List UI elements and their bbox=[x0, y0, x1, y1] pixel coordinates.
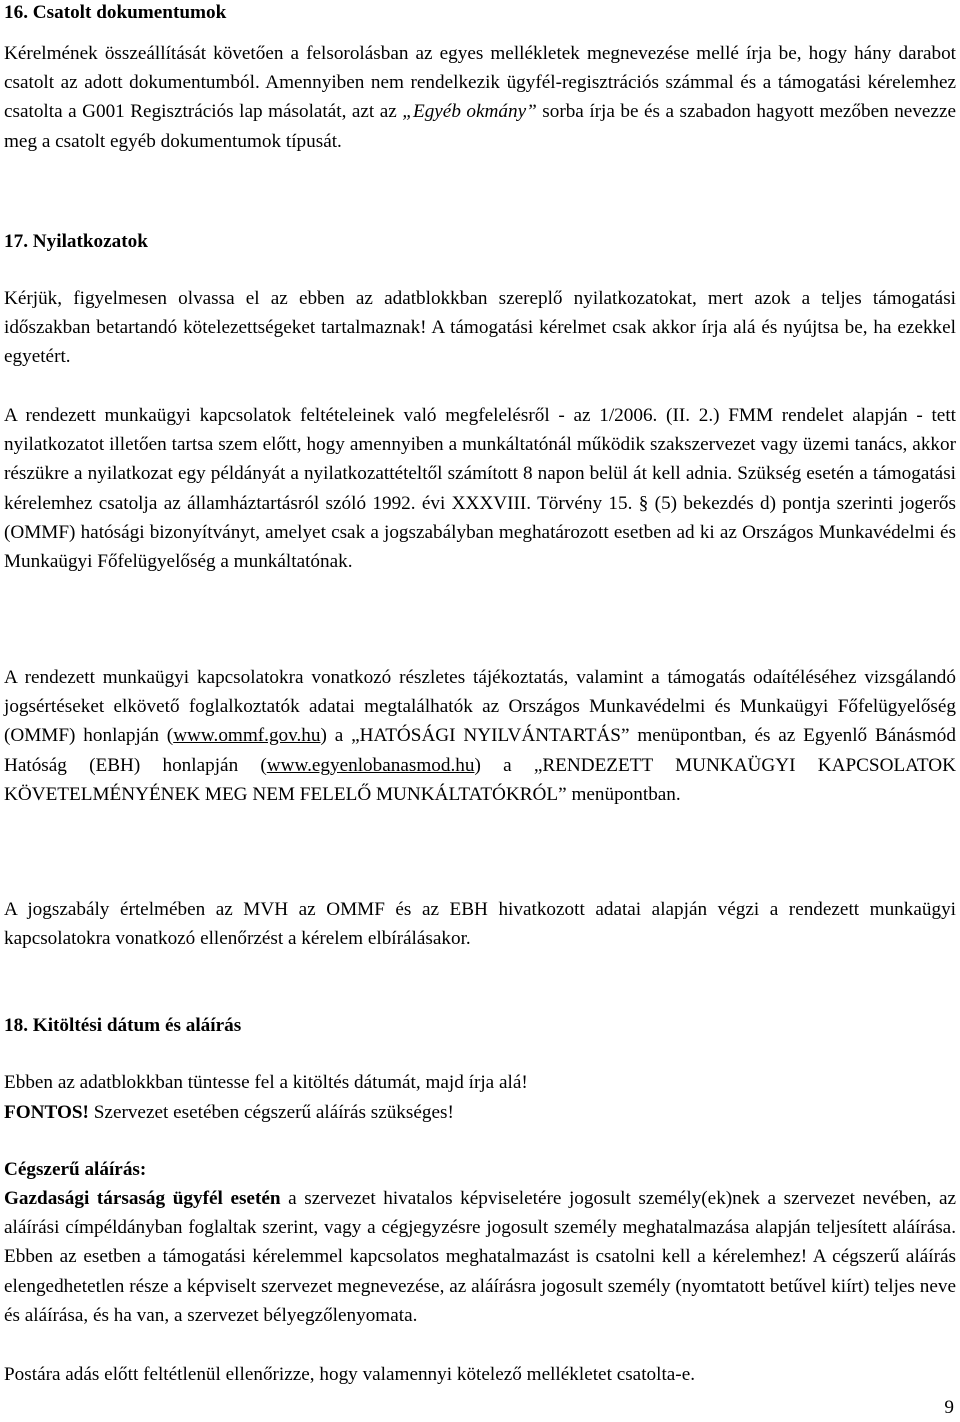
section-16-text-b: sorba írja be és a szabadon hagyott mezőben nevezze meg a csatolt egyéb dokumentumok típusát. bbox=[4, 101, 956, 152]
section-17-text-b: ) a „HATÓSÁGI NYILVÁNTARTÁS” menüpontban, és az Egyenlő Bánásmód Hatóság (EBH) honlapján ( bbox=[4, 725, 956, 776]
section-17-paragraph-3 bbox=[4, 663, 956, 809]
gazdasagi-label: Gazdasági társaság ügyfél esetén bbox=[4, 1188, 281, 1209]
page-number: 9 bbox=[944, 1397, 954, 1418]
gazdasagi-text: a szervezet hivatalos képviseletére jogosult személy(ek)nek a szervezet nevében, az aláírási címpéldányban foglaltak szerint, vagy a cégjegyzésre jogosult személy meghatalmazása alapján teljesített aláírása. Ebben az esetben a támogatási kérelemmel kapcsolatos meghatalmazást is csatolni kell a kérelemhez! A cégszerű aláírás elengedhetetlen része a képviselt szervezet megnevezése, az aláírásra jogosult személy (nyomtatott betűvel kiírt) teljes neve és aláírása, és ha van, a szervezet bélyegzőlenyomata. bbox=[4, 1188, 956, 1326]
section-18-line-1: Ebben az adatblokkban tüntesse fel a kitöltés dátumát, majd írja alá! bbox=[4, 1072, 528, 1093]
ommf-link[interactable]: www.ommf.gov.hu bbox=[173, 725, 321, 747]
section-17-text-a: A rendezett munkaügyi kapcsolatokra vonatkozó részletes tájékoztatás, valamint a támogatás odaítéléséhez vizsgálandó jogsértéseket elkövető foglalkoztatók adatai megtalálhatók az Országos Munkavédelmi és Munkaügyi Főfelügyelőség (OMMF) honlapján ( bbox=[4, 667, 956, 747]
section-17-paragraph-4: A jogszabály értelmében az MVH az OMMF és az EBH hivatkozott adatai alapján végzi a rendezett munkaügyi kapcsolatokra vonatkozó ellenőrzést a kérelem elbírálásakor. bbox=[4, 899, 956, 950]
section-18-heading: 18. Kitöltési dátum és aláírás bbox=[4, 1015, 242, 1036]
section-16-text-a: Kérelmének összeállítását követően a felsorolásban az egyes mellékletek megnevezése mellé írja be, hogy hány darabot csatolt az adott dokumentumból. Amennyiben nem rendelkezik ügyfél-regisztrációs számmal és a támogatási kérelemhez csatolta a G001 Regisztrációs lap másolatát, azt az bbox=[4, 43, 956, 123]
cegszeru-heading: Cégszerű aláírás: bbox=[4, 1159, 147, 1180]
fontos-label: FONTOS! bbox=[4, 1102, 89, 1123]
section-17-paragraph-2: A rendezett munkaügyi kapcsolatok feltételeinek való megfelelésről - az 1/2006. (II. 2.) FMM rendelet alapján - tett nyilatkozatot illetően tartsa szem előtt, hogy amennyiben a munkáltatónál működik szakszervezet vagy üzemi tanács, akkor részükre a nyilatkozat egy példányát a nyilatkozattételtől számított 8 napon belül át kell adnia. Szükség esetén a támogatási kérelemhez csatolja az államháztartásról szóló 1992. évi XXXVIII. Törvény 15. § (5) bekezdés d) pontja szerinti jogerős (OMMF) hatósági bizonyítványt, amelyet csak a jogszabályban meghatározott esetben ad ki az Országos Munkavédelmi és Munkaügyi Főfelügyelőség a munkáltatónak. bbox=[4, 405, 956, 573]
egyeb-okmany-label: „Egyéb okmány” bbox=[402, 101, 537, 123]
section-17-heading: 17. Nyilatkozatok bbox=[4, 231, 148, 252]
ebh-link[interactable]: www.egyenlobanasmod.hu bbox=[266, 754, 475, 776]
section-16-heading: 16. Csatolt dokumentumok bbox=[4, 2, 227, 23]
fontos-text: Szervezet esetében cégszerű aláírás szükséges! bbox=[88, 1102, 454, 1123]
section-17-text-c: ) a „RENDEZETT MUNKAÜGYI KAPCSOLATOK KÖVETELMÉNYÉNEK MEG NEM FELELŐ MUNKÁLTATÓKRÓL” menüpontban. bbox=[4, 754, 956, 805]
section-17-paragraph-1: Kérjük, figyelmesen olvassa el az ebben az adatblokkban szereplő nyilatkozatokat, mert azok a teljes támogatási időszakban betartandó kötelezettségeket tartalmaznak! A támogatási kérelmet csak akkor írja alá és nyújtsa be, ha ezekkel egyetért. bbox=[4, 288, 956, 368]
section-18-last-line: Postára adás előtt feltétlenül ellenőrizze, hogy valamennyi kötelező mellékletet csatolta-e. bbox=[4, 1364, 696, 1385]
gazdasagi-paragraph bbox=[4, 1184, 956, 1330]
section-18-fontos bbox=[4, 1098, 454, 1127]
section-16-paragraph bbox=[4, 39, 956, 156]
